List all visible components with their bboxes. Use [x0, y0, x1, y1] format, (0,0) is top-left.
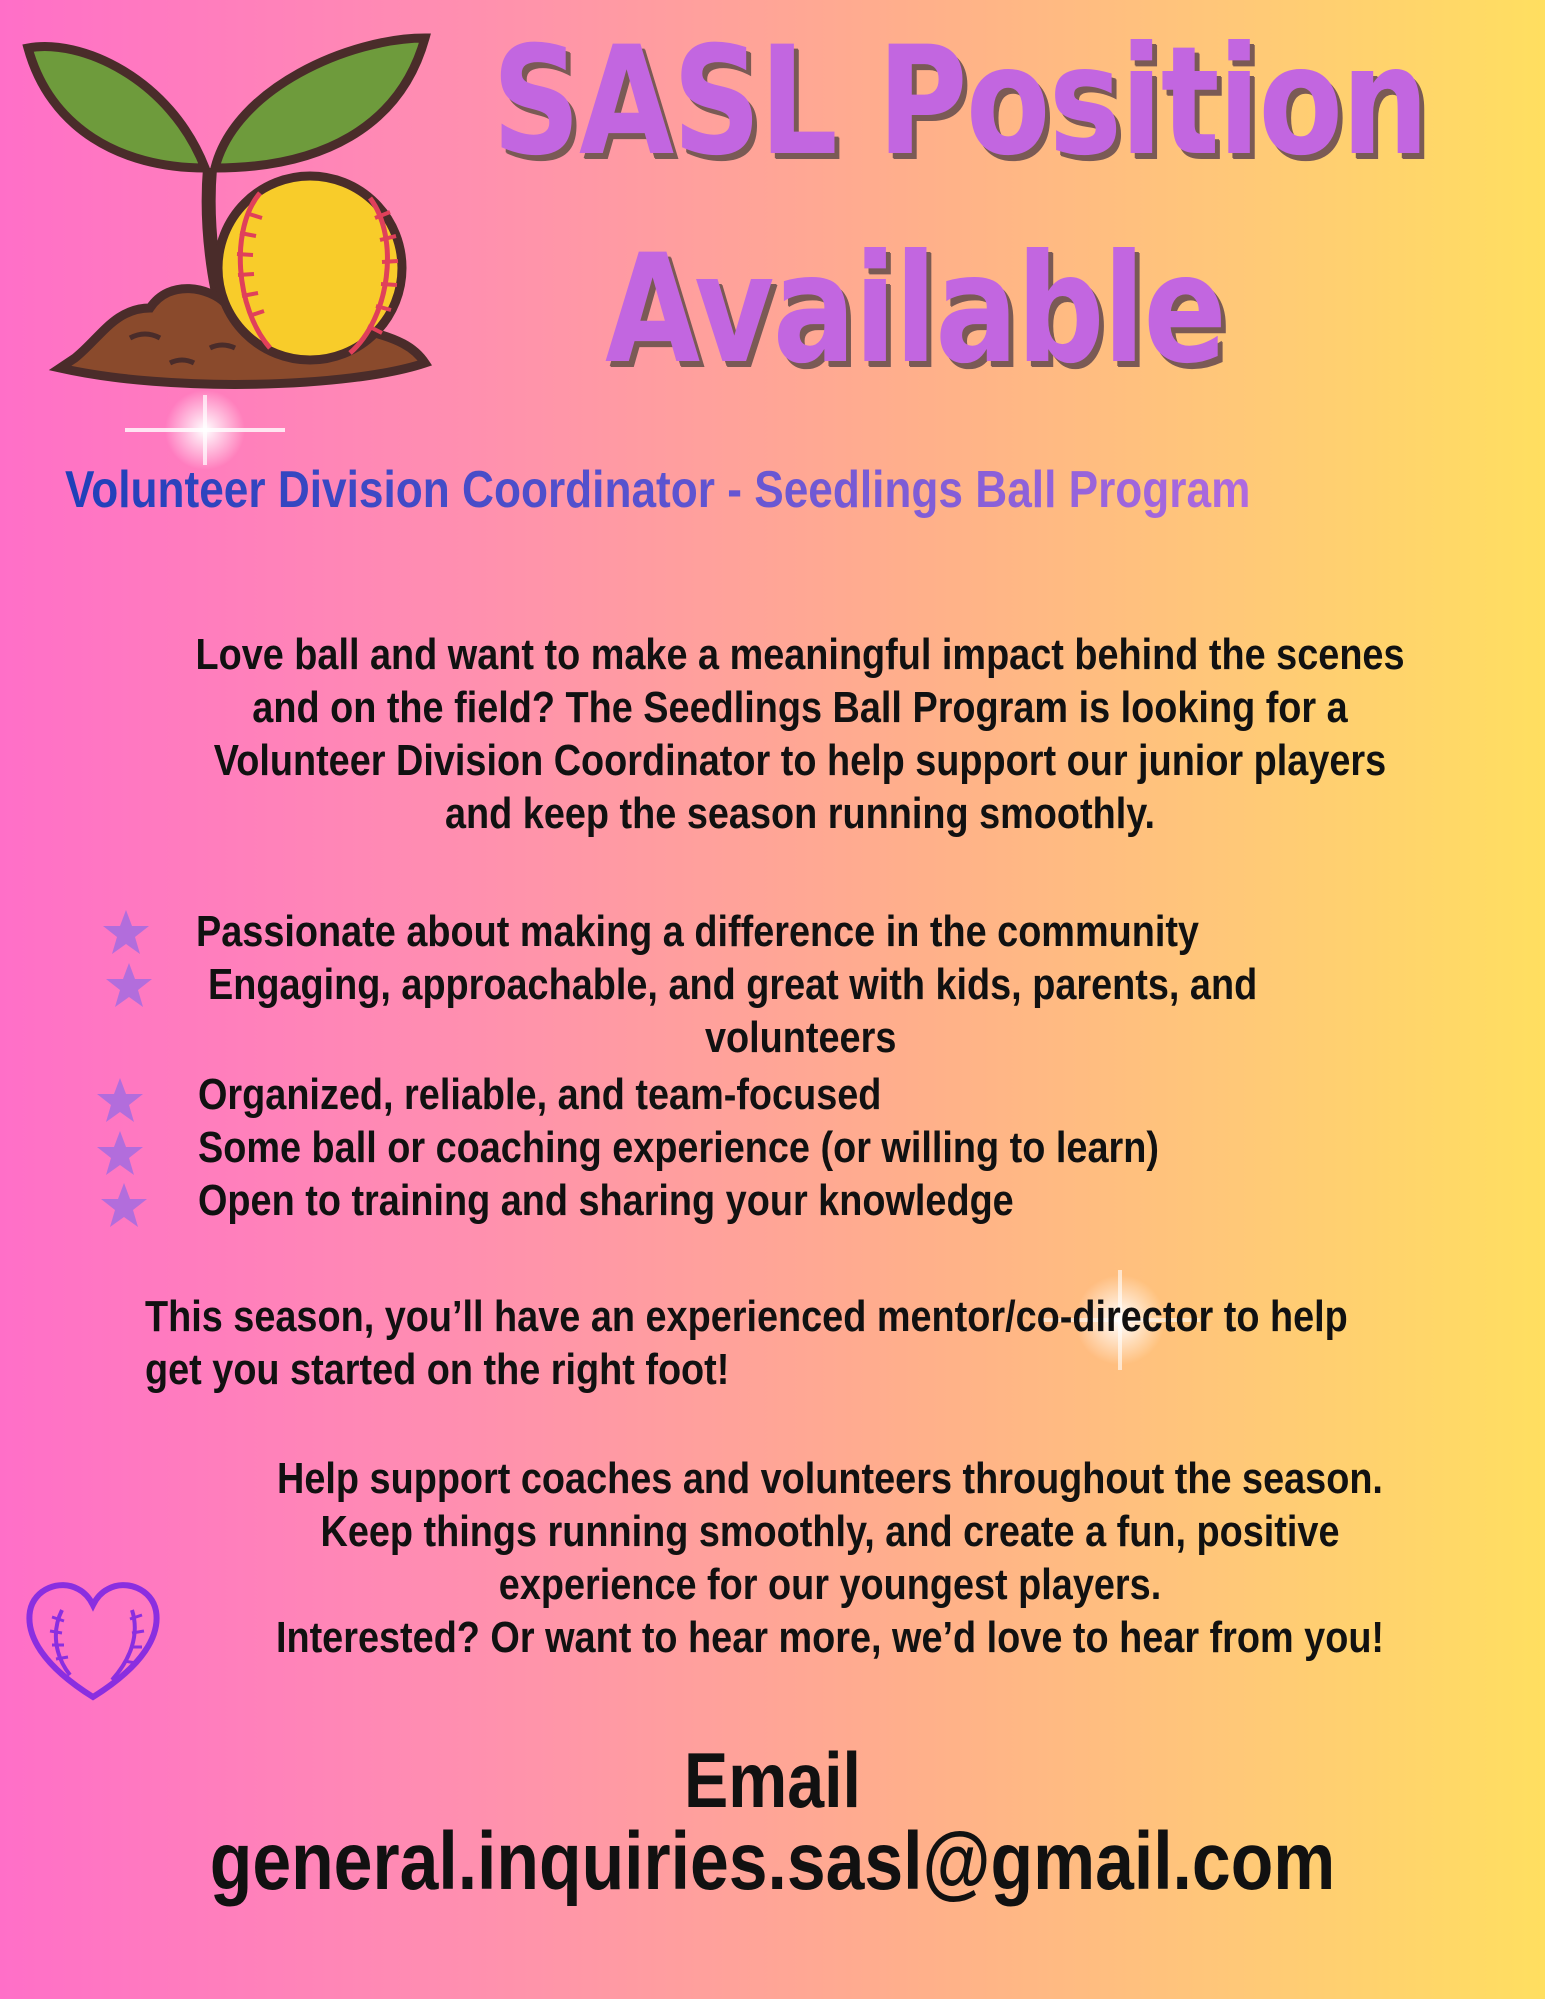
email-label: Email: [684, 1736, 861, 1824]
mentor-paragraph: This season, you’ll have an experienced mentor/co-director to help get you started on the right foot!: [145, 1292, 1348, 1394]
bullet-item: Some ball or coaching experience (or willing to learn): [198, 1123, 1159, 1172]
title-line-2: Available: [605, 223, 1226, 397]
email-address-link[interactable]: general.inquiries.sasl@gmail.com: [209, 1816, 1336, 1907]
star-icon: [103, 960, 155, 1012]
seedling-softball-icon: [20, 18, 440, 398]
star-icon: [94, 1128, 146, 1180]
bullet-item: Engaging, approachable, and great with kids, parents, and: [208, 960, 1258, 1009]
star-icon: [98, 1180, 150, 1232]
support-line: Interested? Or want to hear more, we’d love to hear from you!: [275, 1613, 1385, 1662]
bullet-item: Organized, reliable, and team-focused: [198, 1070, 882, 1119]
bullet-item: volunteers: [705, 1013, 897, 1062]
bullet-item: Passionate about making a difference in the community: [196, 907, 1199, 956]
support-paragraph: [245, 1452, 1415, 1664]
title-line-1: SASL Position: [492, 15, 1428, 189]
support-line: Help support coaches and volunteers throughout the season.: [277, 1454, 1383, 1503]
bullet-item: Open to training and sharing your knowledge: [198, 1176, 1014, 1225]
star-icon: [100, 907, 152, 959]
star-icon: [94, 1075, 146, 1127]
intro-paragraph: Love ball and want to make a meaningful impact behind the scenes and on the field? The Seedlings Ball Program is looking for a Volunteer Division Coordinator to help support our junior players and keep the season running smoothly.: [195, 630, 1405, 838]
position-subtitle: Volunteer Division Coordinator - Seedlings Ball Program: [65, 460, 1272, 520]
support-line: experience for our youngest players.: [498, 1560, 1162, 1609]
softball-heart-icon: [22, 1575, 164, 1705]
support-line: Keep things running smoothly, and create a fun, positive: [320, 1507, 1340, 1556]
